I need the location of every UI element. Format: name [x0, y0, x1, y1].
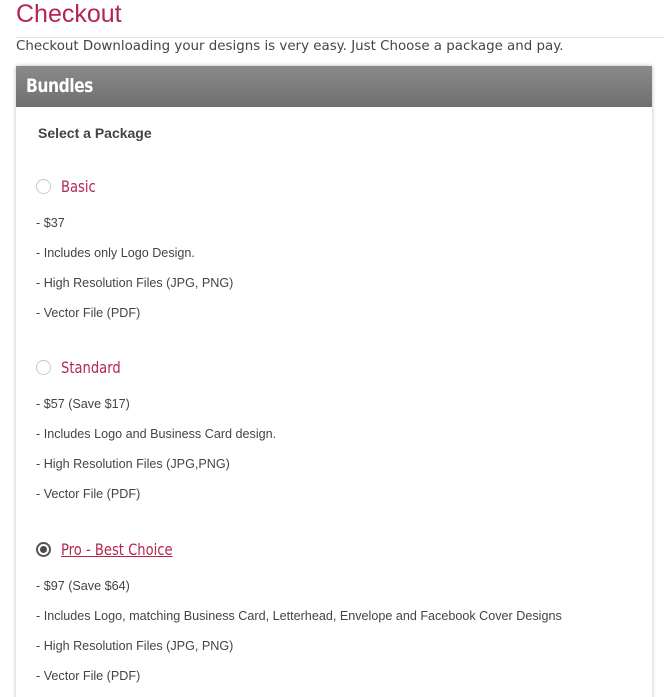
feature-item: - Vector File (PDF) [36, 669, 141, 683]
feature-item: - Vector File (PDF) [36, 306, 141, 320]
package-basic-label[interactable]: Basic [61, 176, 96, 196]
feature-item: - Includes only Logo Design. [36, 246, 195, 260]
feature-item: - Includes Logo, matching Business Card, Letterhead, Envelope and Facebook Cover Designs [36, 609, 562, 623]
package-standard-label[interactable]: Standard [61, 357, 121, 377]
feature-item: - High Resolution Files (JPG, PNG) [36, 276, 234, 290]
feature-item: - High Resolution Files (JPG, PNG) [36, 639, 234, 653]
page-title: Checkout [16, 0, 122, 28]
package-standard [36, 355, 636, 501]
bundles-header [16, 66, 652, 107]
package-pro [36, 537, 636, 683]
select-package-label: Select a Package [38, 125, 152, 141]
intro-text: Checkout Downloading your designs is very easy. Just Choose a package and pay. [16, 39, 564, 54]
feature-item: - Includes Logo and Business Card design. [36, 427, 277, 441]
package-standard-radio[interactable] [36, 360, 51, 375]
package-pro-label[interactable]: Pro - Best Choice [61, 539, 173, 559]
feature-item: - $57 (Save $17) [36, 397, 130, 411]
feature-item: - $37 [36, 216, 65, 230]
package-standard-features [36, 396, 276, 516]
feature-item: - Vector File (PDF) [36, 487, 141, 501]
package-basic-radio[interactable] [36, 179, 51, 194]
package-basic-option[interactable] [36, 174, 636, 198]
package-pro-option[interactable] [36, 537, 636, 561]
package-basic [36, 174, 636, 320]
bundles-card [16, 66, 652, 697]
package-pro-radio[interactable] [36, 542, 51, 557]
package-basic-features [36, 215, 233, 335]
package-standard-option[interactable] [36, 355, 636, 379]
feature-item: - High Resolution Files (JPG,PNG) [36, 457, 230, 471]
bundles-header-title: Bundles [26, 75, 93, 97]
feature-item: - $97 (Save $64) [36, 579, 130, 593]
package-pro-features [36, 578, 562, 697]
